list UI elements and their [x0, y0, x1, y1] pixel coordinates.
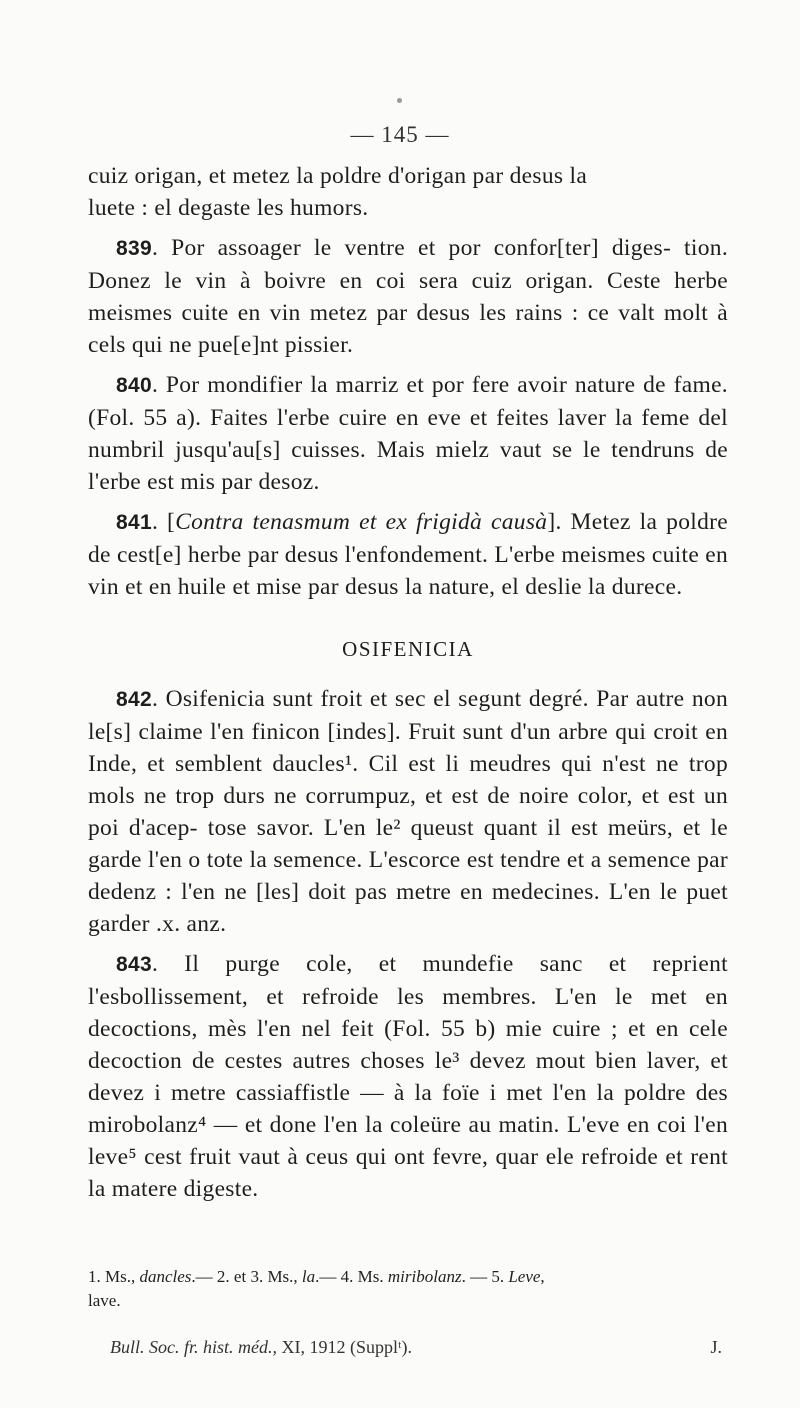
footnote-4-italic: miribolanz — [387, 1267, 462, 1286]
paragraph-841 — [88, 506, 728, 603]
ink-dot — [397, 98, 402, 103]
footnote-1-label: 1. Ms., — [88, 1267, 136, 1286]
journal-volume: XI, 1912 (Supplᵗ). — [277, 1337, 412, 1357]
journal-citation: Bull. Soc. fr. hist. méd., — [110, 1337, 277, 1357]
paragraph-text: . Por assoager le ventre et por confor[ter] diges- tion. Donez le vin à boivre en coi sera cuiz origan. Ceste herbe meismes cuite en vin metez par desus les rains : ce valt molt à cels qui ne pue[e]nt pissier. — [88, 235, 728, 358]
intro-line-2: luete : el degaste les humors. — [88, 195, 369, 221]
paragraph-number: 839 — [116, 237, 152, 260]
signature-mark: J. — [710, 1337, 722, 1357]
intro-paragraph — [88, 160, 728, 224]
footnote-4-label: .— 4. Ms. — [315, 1267, 384, 1286]
paragraph-842 — [88, 683, 728, 940]
footnote-3-italic: la — [301, 1267, 316, 1286]
page-footer — [110, 1335, 740, 1359]
paragraph-text: . Il purge cole, et mundefie sanc et reprient l'esbollissement, et refroide les membres. L'en le met en decoctions, mès l'en nel feit (Fol. 55 b) mie cuire ; et en cele decoction de cestes autres choses le³ devez mout bien laver, et devez i metre cassiaffistle — à la foïe i met l'en la poldre des mirobolanz⁴ — et done l'en la coleüre au matin. L'eve en coi l'en leve⁵ cest fruit vaut à ceus qui ont fevre, quar ele refroide et rent la matere digeste. — [88, 951, 728, 1202]
body-text — [88, 160, 728, 1205]
section-heading: OSIFENICIA — [342, 637, 474, 661]
paragraph-text-post: ]. Metez la poldre de cest[e] herbe par desus l'enfondement. L'erbe meismes cuite en vin et en huile et mise par desus la nature, el deslie la durece. — [88, 509, 729, 600]
paragraph-text-pre: . [ — [151, 509, 176, 535]
footnote-1-italic: dancles — [139, 1267, 192, 1286]
page-number: — 145 — — [350, 122, 450, 147]
footnote-5-gloss: lave. — [88, 1291, 121, 1310]
paragraph-number: 840 — [116, 374, 152, 397]
footnotes — [88, 1265, 728, 1313]
paragraph-number: 841 — [116, 511, 152, 534]
footnote-5-rest: , — [540, 1267, 545, 1286]
paragraph-number: 843 — [116, 953, 152, 976]
paragraph-text: . Osifenicia sunt froit et sec el segunt degré. Par autre non le[s] claime l'en finicon [indes]. Fruit sunt d'un arbre qui croit en Inde, et semblent daucles¹. Cil est li meudres qui n'est ne trop mols ne trop durs ne corrumpuz, et est de noire color, et est un poi d'acep- tose savor. L'en le² queust quant il est meürs, et le garde l'en o tote la semence. L'escorce est tendre et a semence par dedenz : l'en ne [les] doit pas metre en medecines. L'en le puet garder .x. anz. — [88, 686, 728, 937]
latin-rubric: Contra tenasmum et ex frigidà causà — [175, 509, 548, 535]
footnote-5-italic: Leve — [508, 1267, 541, 1286]
paragraph-text: . Por mondifier la marriz et por fere avoir nature de fame. (Fol. 55 a). Faites l'erbe cuire en eve et feites laver la feme del numbril jusqu'au[s] cuisses. Mais mielz vaut se le tendruns de l'erbe est mis par desoz. — [88, 372, 728, 495]
footnote-5-label: . — 5. — [461, 1267, 505, 1286]
footnote-2-3: .— 2. et 3. Ms., — [191, 1267, 298, 1286]
paragraph-843 — [88, 948, 728, 1205]
intro-line-1: cuiz origan, et metez la poldre d'origan par desus la — [88, 163, 588, 189]
paragraph-839 — [88, 232, 728, 361]
paragraph-840 — [88, 369, 728, 498]
paragraph-number: 842 — [116, 688, 152, 711]
